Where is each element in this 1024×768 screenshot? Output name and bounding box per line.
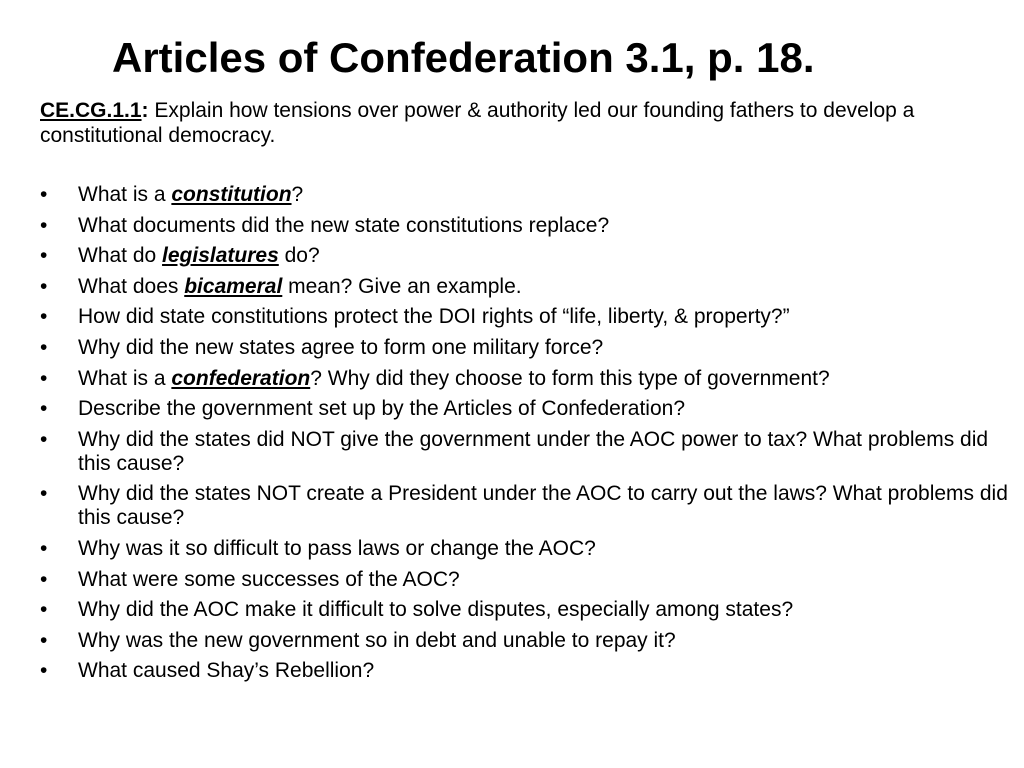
question-text: What caused Shay’s Rebellion? bbox=[78, 659, 375, 683]
question-item bbox=[40, 598, 1015, 622]
standard-colon: : bbox=[141, 99, 149, 122]
question-item bbox=[40, 568, 1015, 592]
question-text: What documents did the new state constitutions replace? bbox=[78, 213, 610, 237]
question-text-after: do? bbox=[278, 244, 320, 268]
question-list bbox=[40, 183, 1015, 690]
bullet: • bbox=[40, 628, 48, 652]
bullet: • bbox=[40, 482, 48, 506]
question-text: What is a bbox=[78, 183, 172, 206]
vocabulary-term: constitution bbox=[171, 183, 292, 206]
bullet: • bbox=[40, 397, 48, 421]
bullet: • bbox=[40, 305, 48, 329]
standard-text: Explain how tensions over power & authority led our founding fathers to develop a constitutional democracy. bbox=[40, 99, 915, 147]
vocabulary-term: bicameral bbox=[184, 274, 283, 298]
slide-title: Articles of Confederation 3.1, p. 18. bbox=[112, 34, 815, 81]
question-text: Why did the states did NOT give the government under the AOC power to tax? What problems did this cause? bbox=[78, 427, 989, 475]
question-text: Describe the government set up by the Articles of Confederation? bbox=[78, 397, 686, 421]
question-item bbox=[40, 482, 1015, 530]
question-text: Why was it so difficult to pass laws or change the AOC? bbox=[78, 536, 596, 560]
question-text: What does bbox=[78, 274, 185, 298]
question-item bbox=[40, 537, 1015, 561]
standard-code: CE.CG.1.1 bbox=[40, 99, 142, 122]
question-text: What is a bbox=[78, 366, 172, 390]
bullet: • bbox=[40, 366, 48, 390]
question-item bbox=[40, 275, 1015, 299]
question-text: How did state constitutions protect the DOI rights of “life, liberty, & property?” bbox=[78, 305, 790, 329]
vocabulary-term: confederation bbox=[171, 366, 311, 390]
question-item bbox=[40, 659, 1015, 683]
bullet: • bbox=[40, 274, 48, 298]
question-item bbox=[40, 183, 1015, 207]
question-item bbox=[40, 428, 1015, 476]
question-text-after: ? Why did they choose to form this type of government? bbox=[310, 366, 830, 390]
question-text-after: mean? Give an example. bbox=[282, 274, 522, 298]
bullet: • bbox=[40, 427, 48, 451]
question-item bbox=[40, 629, 1015, 653]
question-item bbox=[40, 367, 1015, 391]
bullet: • bbox=[40, 213, 48, 237]
question-item bbox=[40, 305, 1015, 329]
question-item bbox=[40, 214, 1015, 238]
bullet: • bbox=[40, 567, 48, 591]
question-text: Why did the states NOT create a President under the AOC to carry out the laws? What problems did this cause? bbox=[78, 482, 1008, 530]
standard-statement bbox=[40, 98, 1000, 148]
vocabulary-term: legislatures bbox=[162, 244, 279, 268]
bullet: • bbox=[40, 536, 48, 560]
question-text: Why was the new government so in debt and unable to repay it? bbox=[78, 628, 676, 652]
bullet: • bbox=[40, 183, 48, 206]
question-item bbox=[40, 336, 1015, 360]
question-text: Why did the AOC make it difficult to solve disputes, especially among states? bbox=[78, 598, 794, 622]
question-text: What do bbox=[78, 244, 163, 268]
question-item bbox=[40, 244, 1015, 268]
question-text: What were some successes of the AOC? bbox=[78, 567, 460, 591]
question-text: Why did the new states agree to form one military force? bbox=[78, 335, 604, 359]
bullet: • bbox=[40, 244, 48, 268]
question-text-after: ? bbox=[291, 183, 304, 206]
bullet: • bbox=[40, 659, 48, 683]
bullet: • bbox=[40, 335, 48, 359]
bullet: • bbox=[40, 598, 48, 622]
question-item bbox=[40, 397, 1015, 421]
